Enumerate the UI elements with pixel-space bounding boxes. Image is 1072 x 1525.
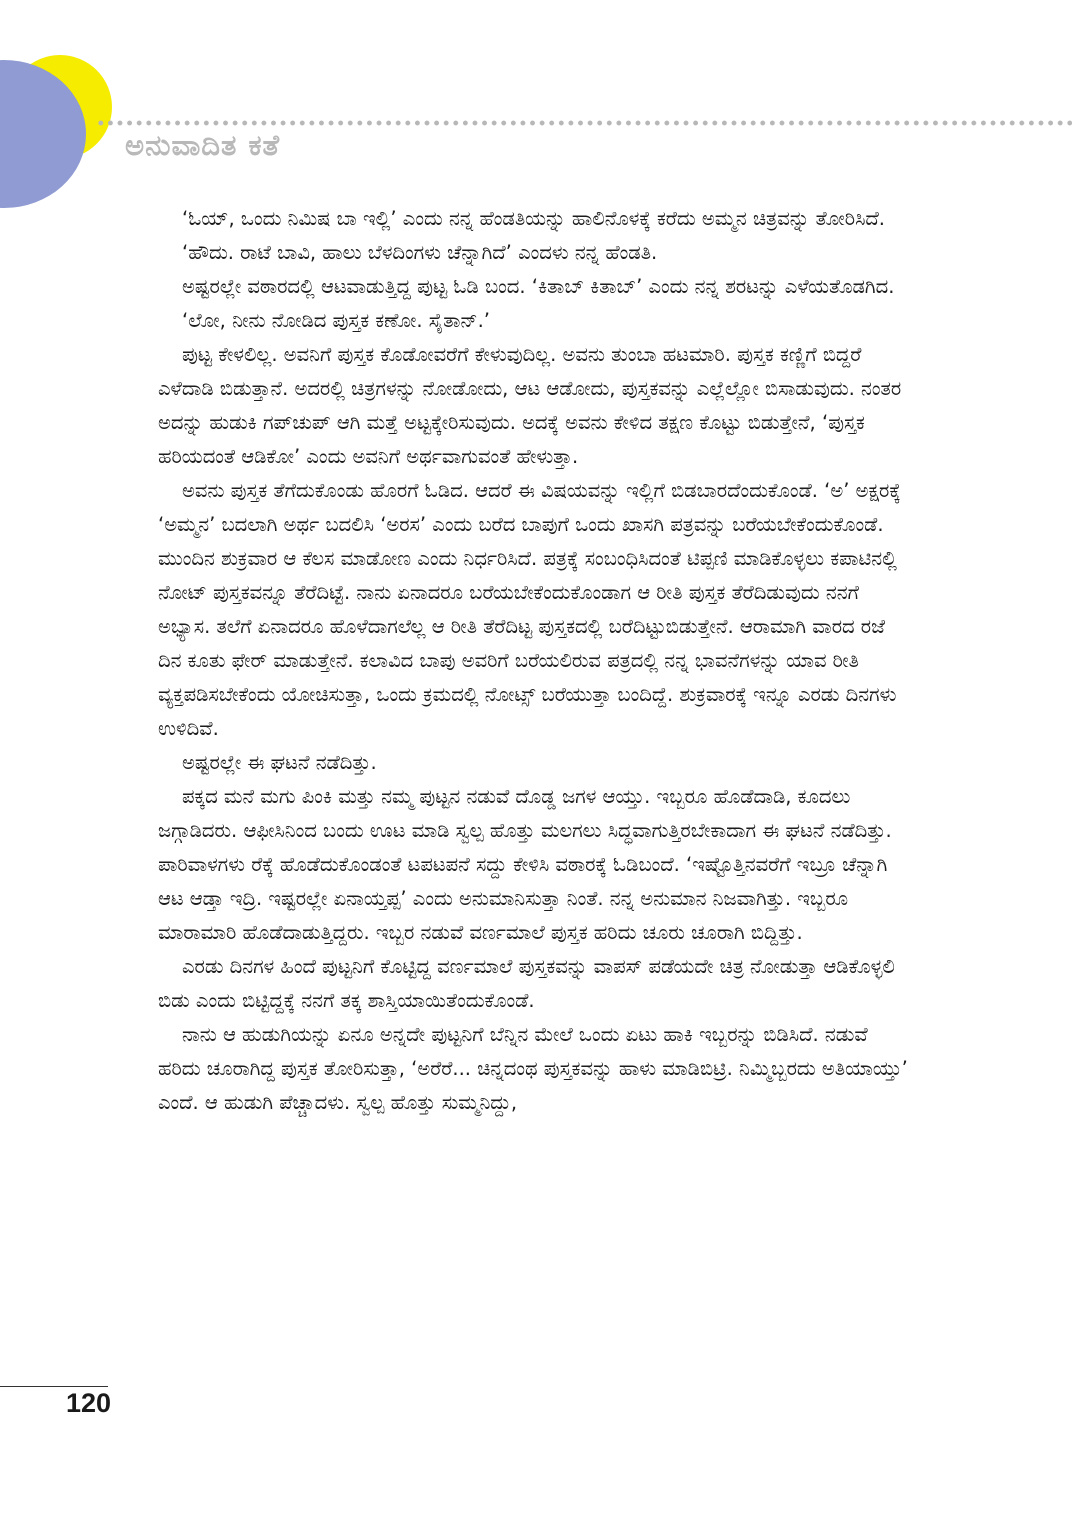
section-title: ಅನುವಾದಿತ ಕತೆ (125, 128, 281, 162)
story-body (158, 202, 908, 1120)
paragraph: ಪುಟ್ಟ ಕೇಳಲಿಲ್ಲ. ಅವನಿಗೆ ಪುಸ್ತಕ ಕೊಡೋವರೆಗೆ ಕೇಳುವುದಿಲ್ಲ. ಅವನು ತುಂಬಾ ಹಟಮಾರಿ. ಪುಸ್ತಕ ಕಣ್ಣಿಗೆ ಬಿದ್ದರೆ ಎಳೆದಾಡಿ ಬಿಡುತ್ತಾನೆ. ಅದರಲ್ಲಿ ಚಿತ್ರಗಳನ್ನು ನೋಡೋದು, ಆಟ ಆಡೋದು, ಪುಸ್ತಕವನ್ನು ಎಲ್ಲೆಲ್ಲೋ ಬಿಸಾಡುವುದು. ನಂತರ ಅದನ್ನು ಹುಡುಕಿ ಗಪ್‌ಚುಪ್ ಆಗಿ ಮತ್ತೆ ಅಟ್ಟಕ್ಕೇರಿಸುವುದು. ಅದಕ್ಕೆ ಅವನು ಕೇಳಿದ ತಕ್ಷಣ ಕೊಟ್ಟು ಬಿಡುತ್ತೇನೆ, ‘ಪುಸ್ತಕ ಹರಿಯದಂತೆ ಆಡಿಕೋ’ ಎಂದು ಅವನಿಗೆ ಅರ್ಥವಾಗುವಂತೆ ಹೇಳುತ್ತಾ. (158, 343, 902, 468)
paragraph: ನಾನು ಆ ಹುಡುಗಿಯನ್ನು ಏನೂ ಅನ್ನದೇ ಪುಟ್ಟನಿಗೆ ಬೆನ್ನಿನ ಮೇಲೆ ಒಂದು ಏಟು ಹಾಕಿ ಇಬ್ಬರನ್ನು ಬಿಡಿಸಿದೆ. ನಡುವೆ ಹರಿದು ಚೂರಾಗಿದ್ದ ಪುಸ್ತಕ ತೋರಿಸುತ್ತಾ, ‘ಅರೆರೆ... ಚಿನ್ನದಂಥ ಪುಸ್ತಕವನ್ನು ಹಾಳು ಮಾಡಿಬಿಟ್ರಿ. ನಿಮ್ಮಿಬ್ಬರದು ಅತಿಯಾಯ್ತು’ ಎಂದೆ. ಆ ಹುಡುಗಿ ಪೆಚ್ಚಾದಳು. ಸ್ವಲ್ಪ ಹೊತ್ತು ಸುಮ್ಮನಿದ್ದು, (158, 1023, 908, 1114)
paragraph: ಅವನು ಪುಸ್ತಕ ತೆಗೆದುಕೊಂಡು ಹೊರಗೆ ಓಡಿದ. ಆದರೆ ಈ ವಿಷಯವನ್ನು ಇಲ್ಲಿಗೆ ಬಿಡಬಾರದೆಂದುಕೊಂಡೆ. ‘ಅ’ ಅಕ್ಷರಕ್ಕೆ ‘ಅಮ್ಮನ’ ಬದಲಾಗಿ ಅರ್ಥ ಬದಲಿಸಿ ‘ಅರಸ’ ಎಂದು ಬರೆದ ಬಾಪುಗೆ ಒಂದು ಖಾಸಗಿ ಪತ್ರವನ್ನು ಬರೆಯಬೇಕೆಂದುಕೊಂಡೆ. ಮುಂದಿನ ಶುಕ್ರವಾರ ಆ ಕೆಲಸ ಮಾಡೋಣ ಎಂದು ನಿರ್ಧರಿಸಿದೆ. ಪತ್ರಕ್ಕೆ ಸಂಬಂಧಿಸಿದಂತೆ ಟಿಪ್ಪಣಿ ಮಾಡಿಕೊಳ್ಳಲು ಕಪಾಟಿನಲ್ಲಿ ನೋಟ್ ಪುಸ್ತಕವನ್ನೂ ತೆರೆದಿಟ್ಟೆ. ನಾನು ಏನಾದರೂ ಬರೆಯಬೇಕೆಂದುಕೊಂಡಾಗ ಆ ರೀತಿ ಪುಸ್ತಕ ತೆರೆದಿಡುವುದು ನನಗೆ ಅಭ್ಯಾಸ. ತಲೆಗೆ ಏನಾದರೂ ಹೊಳೆದಾಗಲೆಲ್ಲ ಆ ರೀತಿ ತೆರೆದಿಟ್ಟ ಪುಸ್ತಕದಲ್ಲಿ ಬರೆದಿಟ್ಟುಬಿಡುತ್ತೇನೆ. ಆರಾಮಾಗಿ ವಾರದ ರಜೆ ದಿನ ಕೂತು ಫೇರ್ ಮಾಡುತ್ತೇನೆ. ಕಲಾವಿದ ಬಾಪು ಅವರಿಗೆ ಬರೆಯಲಿರುವ ಪತ್ರದಲ್ಲಿ ನನ್ನ ಭಾವನೆಗಳನ್ನು ಯಾವ ರೀತಿ ವ್ಯಕ್ತಪಡಿಸಬೇಕೆಂದು ಯೋಚಿಸುತ್ತಾ, ಒಂದು ಕ್ರಮದಲ್ಲಿ ನೋಟ್ಸ್ ಬರೆಯುತ್ತಾ ಬಂದಿದ್ದೆ. ಶುಕ್ರವಾರಕ್ಕೆ ಇನ್ನೂ ಎರಡು ದಿನಗಳು ಉಳಿದಿವೆ. (158, 479, 901, 740)
page-number-rule (0, 1386, 108, 1387)
dotted-header-rule (96, 119, 1072, 127)
paragraph: ‘ಓಯ್, ಒಂದು ನಿಮಿಷ ಬಾ ಇಲ್ಲಿ’ ಎಂದು ನನ್ನ ಹೆಂಡತಿಯನ್ನು ಹಾಲಿನೊಳಕ್ಕೆ ಕರೆದು ಅಮ್ಮನ ಚಿತ್ರವನ್ನು ತೋರಿಸಿದೆ. (182, 207, 885, 230)
paragraph: ‘ಹೌದು. ರಾಟೆ ಬಾವಿ, ಹಾಲು ಬೆಳದಿಂಗಳು ಚೆನ್ನಾಗಿದೆ’ ಎಂದಳು ನನ್ನ ಹೆಂಡತಿ. (182, 241, 658, 264)
paragraph: ಅಷ್ಟರಲ್ಲೇ ಈ ಘಟನೆ ನಡೆದಿತ್ತು. (182, 751, 377, 774)
paragraph: ‘ಲೋ, ನೀನು ನೋಡಿದ ಪುಸ್ತಕ ಕಣೋ. ಸೈತಾನ್.’ (182, 309, 490, 332)
paragraph: ಪಕ್ಕದ ಮನೆ ಮಗು ಪಿಂಕಿ ಮತ್ತು ನಮ್ಮ ಪುಟ್ಟನ ನಡುವೆ ದೊಡ್ಡ ಜಗಳ ಆಯ್ತು. ಇಬ್ಬರೂ ಹೊಡೆದಾಡಿ, ಕೂದಲು ಜಗ್ಗಾಡಿದರು. ಆಫೀಸಿನಿಂದ ಬಂದು ಊಟ ಮಾಡಿ ಸ್ವಲ್ಪ ಹೊತ್ತು ಮಲಗಲು ಸಿದ್ಧವಾಗುತ್ತಿರಬೇಕಾದಾಗ ಈ ಘಟನೆ ನಡೆದಿತ್ತು. ಪಾರಿವಾಳಗಳು ರೆಕ್ಕೆ ಹೊಡೆದುಕೊಂಡಂತೆ ಟಪಟಪನೆ ಸದ್ದು ಕೇಳಿಸಿ ವಠಾರಕ್ಕೆ ಓಡಿಬಂದೆ. ‘ಇಷ್ಟೊತ್ತಿನವರೆಗೆ ಇಬ್ರೂ ಚೆನ್ನಾಗಿ ಆಟ ಆಡ್ತಾ ಇದ್ರಿ. ಇಷ್ಟರಲ್ಲೇ ಏನಾಯ್ತಪ್ಪ’ ಎಂದು ಅನುಮಾನಿಸುತ್ತಾ ನಿಂತೆ. ನನ್ನ ಅನುಮಾನ ನಿಜವಾಗಿತ್ತು. ಇಬ್ಬರೂ ಮಾರಾಮಾರಿ ಹೊಡೆದಾಡುತ್ತಿದ್ದರು. ಇಬ್ಬರ ನಡುವೆ ವರ್ಣಮಾಲೆ ಪುಸ್ತಕ ಹರಿದು ಚೂರು ಚೂರಾಗಿ ಬಿದ್ದಿತ್ತು. (158, 785, 892, 944)
paragraph: ಅಷ್ಟರಲ್ಲೇ ವಠಾರದಲ್ಲಿ ಆಟವಾಡುತ್ತಿದ್ದ ಪುಟ್ಟ ಓಡಿ ಬಂದ. ‘ಕಿತಾಬ್ ಕಿತಾಬ್’ ಎಂದು ನನ್ನ ಶರಟನ್ನು ಎಳೆಯತೊಡಗಿದ. (182, 275, 895, 298)
page-number: 120 (66, 1388, 112, 1418)
paragraph: ಎರಡು ದಿನಗಳ ಹಿಂದೆ ಪುಟ್ಟನಿಗೆ ಕೊಟ್ಟಿದ್ದ ವರ್ಣಮಾಲೆ ಪುಸ್ತಕವನ್ನು ವಾಪಸ್ ಪಡೆಯದೇ ಚಿತ್ರ ನೋಡುತ್ತಾ ಆಡಿಕೊಳ್ಳಲಿ ಬಿಡು ಎಂದು ಬಿಟ್ಟಿದ್ದಕ್ಕೆ ನನಗೆ ತಕ್ಕ ಶಾಸ್ತಿಯಾಯಿತೆಂದುಕೊಂಡೆ. (158, 955, 895, 1012)
